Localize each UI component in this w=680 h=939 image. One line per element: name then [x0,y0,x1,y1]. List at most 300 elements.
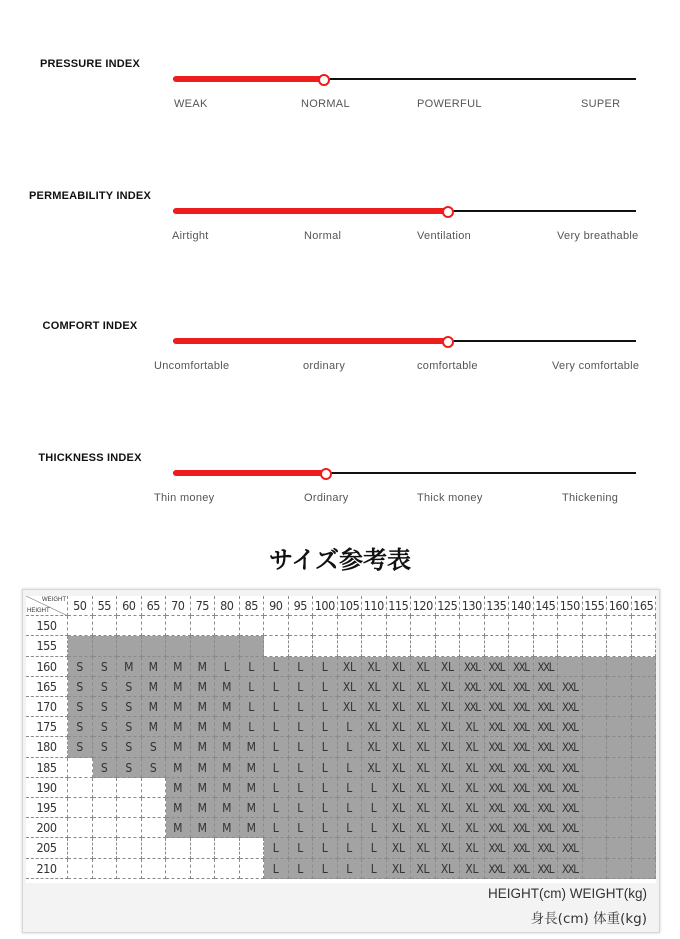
weight-header-cell: 95 [289,596,314,616]
size-cell: L [215,657,240,677]
size-cell: XL [436,717,461,737]
size-cell [338,616,363,636]
index-track [173,340,636,342]
weight-header-cell: 140 [509,596,534,616]
size-cell: L [313,838,338,858]
size-cell [436,616,461,636]
weight-header-cell: 70 [166,596,191,616]
size-cell: XL [411,798,436,818]
size-cell: XL [460,758,485,778]
size-cell: XXL [509,818,534,838]
size-cell: S [93,737,118,757]
size-cell: XL [411,657,436,677]
size-cell: L [313,697,338,717]
size-cell: M [191,717,216,737]
index-level-label: SUPER [581,98,621,110]
height-header-cell: 150 [26,616,68,636]
index-level-label: POWERFUL [417,98,482,110]
size-cell [166,838,191,858]
size-cell: XL [411,758,436,778]
weight-header-cell: 155 [583,596,608,616]
size-cell: XL [411,697,436,717]
size-cell: L [264,717,289,737]
size-cell: XXL [558,697,583,717]
size-cell: XL [460,818,485,838]
size-cell: L [289,859,314,879]
index-title: COMFORT INDEX [42,320,138,332]
size-cell: L [240,657,265,677]
index-knob [442,206,454,218]
index-level-label: Ventilation [417,230,472,242]
size-cell [215,859,240,879]
size-cell: XXL [485,697,510,717]
size-cell [509,616,534,636]
size-cell [240,859,265,879]
size-cell: L [338,758,363,778]
size-cell: XXL [534,798,559,818]
size-cell [632,838,657,858]
size-cell [583,717,608,737]
size-cell: S [142,737,167,757]
size-cell: XXL [558,778,583,798]
size-cell: XL [460,737,485,757]
size-cell [191,616,216,636]
index-level-label: ordinary [303,360,346,372]
size-cell: XXL [460,697,485,717]
size-cell: L [313,677,338,697]
size-cell: XXL [485,778,510,798]
weight-header-cell: 60 [117,596,142,616]
index-level-label: Ordinary [304,492,349,504]
size-cell [607,838,632,858]
size-cell: L [264,818,289,838]
size-cell: L [264,798,289,818]
size-cell: XL [436,677,461,697]
size-cell: M [166,717,191,737]
size-cell: XXL [509,737,534,757]
size-cell: XL [411,677,436,697]
size-cell [142,616,167,636]
size-cell [607,818,632,838]
size-cell: XL [436,737,461,757]
size-cell: M [166,657,191,677]
size-cell [534,616,559,636]
size-cell: XXL [485,657,510,677]
size-cell [117,798,142,818]
size-cell [607,616,632,636]
size-cell: XL [338,697,363,717]
size-cell [191,838,216,858]
size-cell [583,859,608,879]
size-cell: XL [387,818,412,838]
size-cell: M [191,677,216,697]
size-cell [117,859,142,879]
size-cell: L [362,798,387,818]
size-cell [142,859,167,879]
size-cell [583,677,608,697]
size-cell: XL [387,798,412,818]
index-fill [173,338,447,344]
size-cell: XXL [485,859,510,879]
size-cell [485,636,510,656]
size-cell: XL [338,677,363,697]
size-cell [68,758,93,778]
size-cell: M [215,697,240,717]
size-cell: S [117,758,142,778]
size-cell: XL [411,818,436,838]
index-level-label: Uncomfortable [154,360,230,372]
size-cell: XL [387,697,412,717]
size-cell: L [264,677,289,697]
size-cell [632,636,657,656]
size-cell [93,778,118,798]
size-cell: M [240,737,265,757]
size-cell: L [289,778,314,798]
size-cell: M [215,717,240,737]
weight-header-cell: 160 [607,596,632,616]
size-cell: M [166,697,191,717]
index-block-thickness-index [0,454,680,534]
weight-header-cell: 165 [632,596,657,616]
size-cell [583,737,608,757]
size-cell: XL [460,838,485,858]
size-cell: XL [411,859,436,879]
size-cell: L [313,798,338,818]
size-cell: M [191,778,216,798]
size-cell [142,818,167,838]
size-cell [93,636,118,656]
weight-header-cell: 55 [93,596,118,616]
size-cell [460,616,485,636]
size-cell [93,798,118,818]
size-cell [117,818,142,838]
size-cell: XL [387,677,412,697]
weight-header-cell: 115 [387,596,412,616]
size-cell [166,616,191,636]
size-cell: S [117,717,142,737]
size-cell [191,636,216,656]
size-cell [607,636,632,656]
size-cell: M [166,818,191,838]
size-cell: XL [362,758,387,778]
size-cell: XXL [534,657,559,677]
size-cell: XXL [509,758,534,778]
size-cell [68,818,93,838]
weight-header-cell: 125 [436,596,461,616]
size-cell: XL [362,697,387,717]
size-cell [142,636,167,656]
size-cell: XL [411,838,436,858]
size-cell [632,616,657,636]
size-cell [534,636,559,656]
size-cell: M [215,818,240,838]
size-cell: XXL [509,859,534,879]
size-cell [607,717,632,737]
size-cell: L [338,778,363,798]
size-cell: M [142,717,167,737]
size-cell [411,636,436,656]
size-cell [166,859,191,879]
size-cell: XXL [485,677,510,697]
index-block-pressure-index [0,60,680,140]
height-header-cell: 190 [26,778,68,798]
size-cell: XL [387,838,412,858]
size-cell [93,616,118,636]
size-cell: L [313,758,338,778]
size-cell: XL [436,818,461,838]
size-cell: M [191,657,216,677]
size-cell [632,778,657,798]
size-cell [215,636,240,656]
size-cell: XXL [534,838,559,858]
size-cell [583,657,608,677]
size-cell [632,737,657,757]
size-cell [166,636,191,656]
index-track [173,472,636,474]
size-cell [632,798,657,818]
size-cell [583,697,608,717]
size-cell: XL [436,859,461,879]
size-cell: L [313,818,338,838]
size-cell: XXL [534,778,559,798]
size-cell: L [289,818,314,838]
size-cell [289,636,314,656]
size-cell: XL [362,657,387,677]
size-cell: XXL [509,838,534,858]
index-knob [320,468,332,480]
size-cell: XXL [460,657,485,677]
index-title: THICKNESS INDEX [38,452,142,464]
size-cell: XXL [509,717,534,737]
size-cell [362,616,387,636]
size-cell [313,636,338,656]
size-cell: L [338,798,363,818]
size-cell [558,636,583,656]
size-cell: M [142,697,167,717]
size-cell: XL [460,798,485,818]
size-cell: XL [460,778,485,798]
size-cell: S [68,717,93,737]
height-header-cell: 160 [26,657,68,677]
size-cell [607,697,632,717]
size-cell: L [338,838,363,858]
size-cell: S [93,677,118,697]
weight-header-cell: 80 [215,596,240,616]
legend-english: HEIGHT(cm) WEIGHT(kg) [488,886,647,901]
size-cell [607,677,632,697]
size-cell: S [68,677,93,697]
size-cell: L [313,859,338,879]
height-header-cell: 165 [26,677,68,697]
size-cell: XL [362,677,387,697]
size-cell: L [264,859,289,879]
size-cell: L [264,737,289,757]
index-level-label: Airtight [172,230,209,242]
size-cell: XL [436,657,461,677]
size-cell [142,778,167,798]
size-cell: S [93,697,118,717]
size-cell: L [289,717,314,737]
size-cell: XXL [558,677,583,697]
size-cell: XXL [485,798,510,818]
size-cell [558,657,583,677]
size-cell [583,636,608,656]
size-cell: XXL [485,717,510,737]
size-cell [191,859,216,879]
size-cell: S [68,737,93,757]
size-cell [240,616,265,636]
size-cell: S [142,758,167,778]
weight-header-cell: 130 [460,596,485,616]
size-cell: XXL [534,677,559,697]
size-cell: M [142,657,167,677]
size-cell: XL [362,717,387,737]
size-cell [558,616,583,636]
size-cell: XXL [558,859,583,879]
size-cell: L [289,758,314,778]
size-cell [632,818,657,838]
size-cell: XXL [534,697,559,717]
size-cell: M [240,818,265,838]
size-cell: XXL [485,737,510,757]
height-header-cell: 180 [26,737,68,757]
size-cell: M [191,798,216,818]
size-cell [289,616,314,636]
size-cell: XL [436,838,461,858]
size-cell [313,616,338,636]
index-fill [173,470,325,476]
index-title: PRESSURE INDEX [40,58,140,70]
size-cell: L [289,838,314,858]
weight-header-cell: 145 [534,596,559,616]
size-cell: S [93,657,118,677]
size-cell [142,838,167,858]
size-cell: M [166,737,191,757]
size-cell: S [117,737,142,757]
size-cell: M [191,737,216,757]
size-cell: XL [411,717,436,737]
size-cell: XXL [558,758,583,778]
corner-height-label: HEIGHT [27,608,50,614]
size-cell: XL [387,778,412,798]
size-cell [485,616,510,636]
size-cell: L [289,677,314,697]
size-cell [93,838,118,858]
size-cell: XL [387,758,412,778]
size-cell: XXL [509,798,534,818]
size-cell [583,758,608,778]
size-cell: L [289,737,314,757]
size-cell: M [215,677,240,697]
size-cell: XL [460,717,485,737]
height-header-cell: 170 [26,697,68,717]
size-cell [215,616,240,636]
size-cell [142,798,167,818]
size-cell: XXL [558,737,583,757]
size-cell: M [191,697,216,717]
size-cell: XL [436,778,461,798]
size-cell: XL [411,737,436,757]
size-cell: L [362,818,387,838]
size-cell [436,636,461,656]
index-track [173,210,636,212]
weight-header-cell: 85 [240,596,265,616]
size-cell [607,737,632,757]
size-cell [117,778,142,798]
size-cell [264,616,289,636]
size-cell [68,778,93,798]
size-cell: L [264,778,289,798]
size-cell: L [264,657,289,677]
index-block-comfort-index [0,322,680,402]
size-cell [387,636,412,656]
size-cell [632,717,657,737]
size-cell [362,636,387,656]
size-chart-title: サイズ参考表 [268,546,412,574]
size-cell: XL [436,697,461,717]
size-cell: M [166,798,191,818]
size-cell [117,838,142,858]
size-cell: XXL [509,778,534,798]
size-cell: XL [436,758,461,778]
size-cell: L [338,737,363,757]
size-cell: L [313,778,338,798]
size-cell [117,616,142,636]
size-cell: M [166,677,191,697]
size-cell: L [362,778,387,798]
size-cell: S [68,657,93,677]
size-cell: XXL [534,818,559,838]
size-cell [632,677,657,697]
corner-header-cell [26,596,68,616]
size-cell: L [289,697,314,717]
size-cell: XXL [509,697,534,717]
size-cell: L [289,657,314,677]
size-cell: M [215,737,240,757]
size-cell: S [93,758,118,778]
size-cell: XL [387,717,412,737]
size-cell [68,859,93,879]
index-fill [173,208,447,214]
size-cell: M [142,677,167,697]
size-cell: XXL [485,758,510,778]
size-cell [509,636,534,656]
height-header-cell: 155 [26,636,68,656]
index-fill [173,76,323,82]
weight-header-cell: 110 [362,596,387,616]
size-cell [68,636,93,656]
height-header-cell: 210 [26,859,68,879]
index-level-label: Very breathable [557,230,639,242]
size-cell [240,838,265,858]
size-cell: XXL [534,737,559,757]
size-cell [583,616,608,636]
corner-weight-label: WEIGHT [42,597,66,603]
size-cell [583,798,608,818]
legend-japanese: 身長(cm) 体重(kg) [530,911,647,927]
size-cell: XXL [509,657,534,677]
size-cell: XL [338,657,363,677]
size-cell: M [240,758,265,778]
size-cell: XXL [558,818,583,838]
weight-header-cell: 65 [142,596,167,616]
size-cell [607,778,632,798]
size-cell: L [264,697,289,717]
weight-header-cell: 75 [191,596,216,616]
size-cell: XXL [558,838,583,858]
size-cell: XL [387,859,412,879]
size-cell [68,838,93,858]
